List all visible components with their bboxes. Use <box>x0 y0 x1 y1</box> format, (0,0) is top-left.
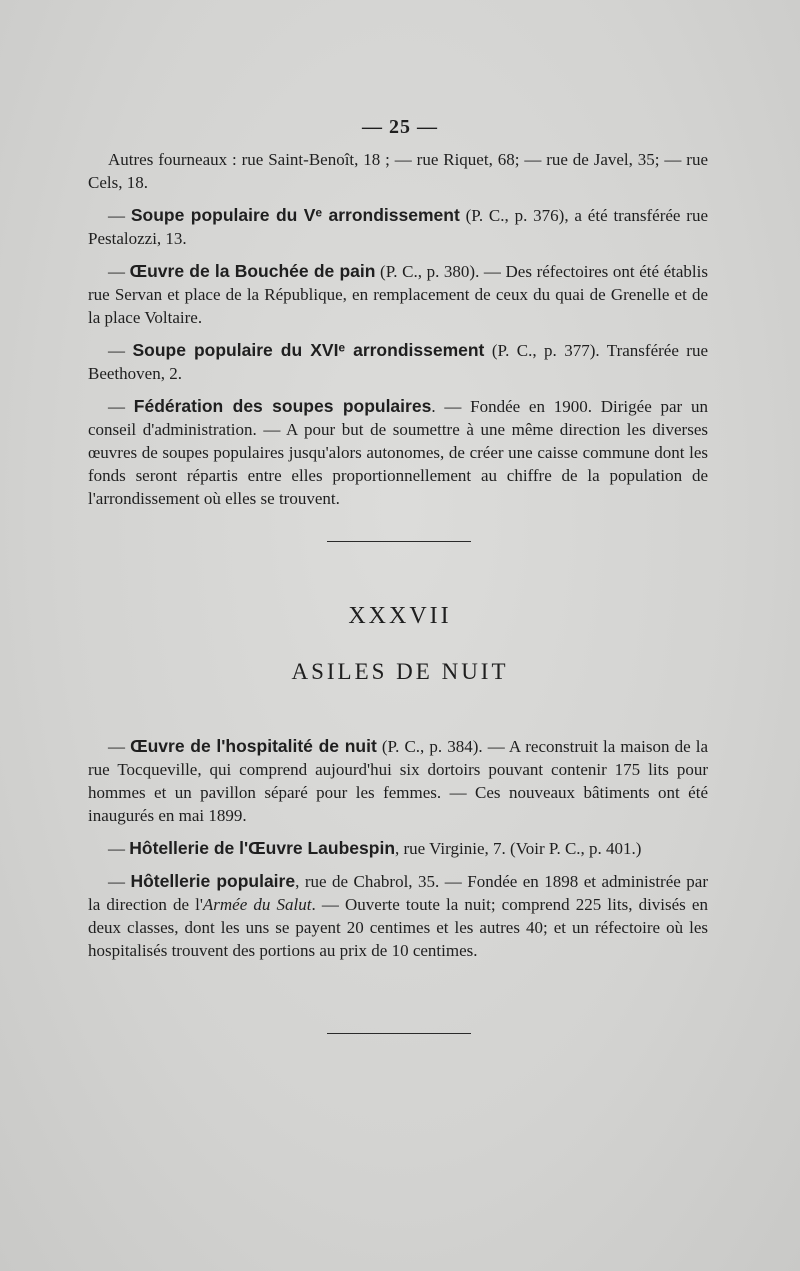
paragraph-soupe-ve <box>88 204 708 250</box>
dash: — <box>108 737 131 756</box>
entry-text: (P. C., p. 380). — Des réfectoires ont été établis rue Servan et place de la République, en remplacement de ceux du quai de Grenelle et de la place Voltaire. <box>88 262 708 327</box>
entry-heading: Œuvre de l'hospitalité de nuit <box>130 736 377 756</box>
section-asiles <box>88 735 708 962</box>
dash: — <box>108 262 130 281</box>
entry-heading: Œuvre de la Bouchée de pain <box>129 261 376 281</box>
paragraph-soupe-xvie <box>88 339 708 385</box>
divider-rule-bottom <box>327 1033 471 1034</box>
paragraph-hotellerie-populaire <box>88 870 708 962</box>
entry-heading: Soupe populaire du Vᵉ arrondissement <box>130 205 460 225</box>
dash: — <box>108 397 134 416</box>
entry-text: , rue Virginie, 7. (Voir P. C., p. 401.) <box>395 839 642 858</box>
entry-text: (P. C., p. 377). Transférée rue Beethoven, 2. <box>88 341 709 383</box>
entry-italic: Armée du Salut <box>202 895 312 914</box>
dash: — <box>108 839 130 858</box>
entry-heading: Hôtellerie populaire <box>130 871 296 891</box>
entry-text: . — Ouverte toute la nuit; comprend 225 lits, divisés en deux classes, dont les uns se payent 20 centimes et les autres 40; et un réfectoire où les hospitalisés trouvent des portions au prix de 10 centimes. <box>88 895 708 960</box>
paragraph-autres-fourneaux: Autres fourneaux : rue Saint-Benoît, 18 ; — rue Riquet, 68; — rue de Javel, 35; — rue Cels, 18. <box>88 150 708 192</box>
page-number: — 25 — <box>362 116 438 138</box>
paragraph-bouchee-de-pain <box>88 260 708 329</box>
paragraph-hospitalite-de-nuit <box>88 735 708 827</box>
entry-text: , rue de Chabrol, 35. — Fondée en 1898 et administrée par la direction de l' <box>88 872 708 914</box>
entry-text: (P. C., p. 376), a été transférée rue Pestalozzi, 13. <box>88 206 708 248</box>
chapter-title: ASILES DE NUIT <box>291 659 509 684</box>
entry-heading: Soupe populaire du XVIᵉ arrondissement <box>132 340 485 360</box>
dash: — <box>108 341 133 360</box>
paragraph-federation <box>88 395 708 510</box>
entry-text: . — Fondée en 1900. Dirigée par un conseil d'administration. — A pour but de soumettre à une même direction les diverses œuvres de soupes populaires jusqu'alors autonomes, de créer une caisse commune dont les fonds seront répartis entre elles proportionnellement au chiffre de la population de l'arrondissement où elles se trouvent. <box>88 397 708 508</box>
paragraph-laubespin <box>88 837 708 860</box>
section-soupes <box>88 148 708 510</box>
entry-heading: Hôtellerie de l'Œuvre Laubespin <box>129 838 396 858</box>
entry-heading: Fédération des soupes populaires <box>133 396 432 416</box>
chapter-number: XXXVII <box>348 603 452 629</box>
dash: — <box>108 872 131 891</box>
entry-text: (P. C., p. 384). — A reconstruit la maison de la rue Tocqueville, qui comprend aujourd'hui six dortoirs pouvant contenir 175 lits pour hommes et un pavillon séparé pour les femmes. — Ces nouveaux bâtiments ont été inaugurés en mai 1899. <box>88 737 709 825</box>
dash: — <box>108 206 131 225</box>
divider-rule <box>327 541 471 542</box>
